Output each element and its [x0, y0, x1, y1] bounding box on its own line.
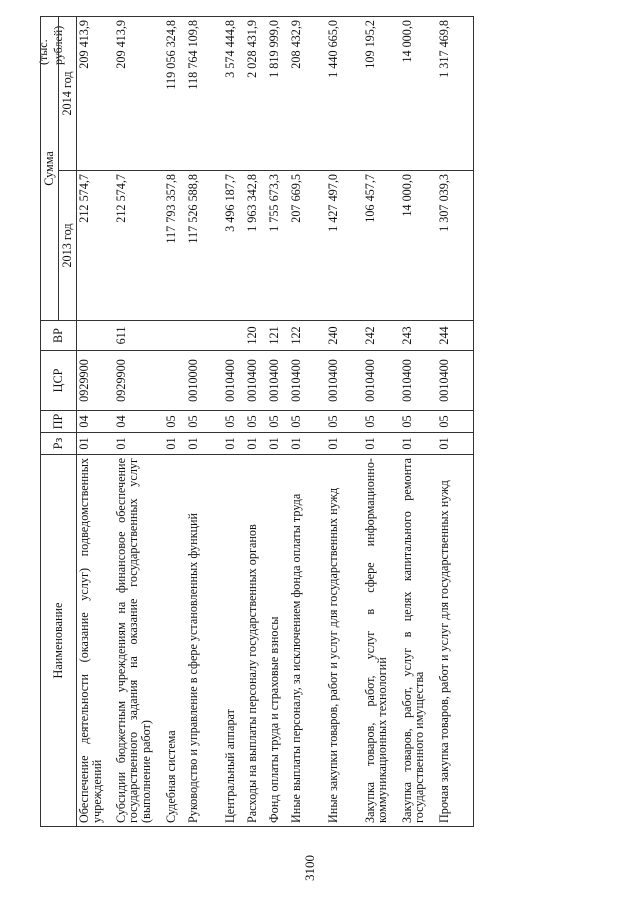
row-vr: 120 [245, 321, 267, 351]
row-csr: 0010400 [363, 351, 400, 411]
header-vr: ВР [41, 321, 77, 351]
row-sum-2013: 14 000,0 [400, 171, 437, 321]
row-sum-2014: 3 574 444,8 [223, 16, 245, 170]
row-name: Закупка товаров, работ, услуг в сфере информационно-коммуникационных технологий [363, 455, 400, 827]
row-rz: 01 [164, 433, 186, 455]
header-name: Наименование [41, 455, 77, 827]
row-rz: 01 [223, 433, 245, 455]
row-pr: 05 [223, 411, 245, 433]
row-csr: 0929900 [114, 351, 164, 411]
row-vr: 244 [437, 321, 474, 351]
row-sum-2013: 212 574,7 [114, 171, 164, 321]
row-sum-2014: 1 317 469,8 [437, 16, 474, 170]
row-name: Центральный аппарат [223, 455, 245, 827]
row-pr: 05 [186, 411, 223, 433]
row-rz: 01 [400, 433, 437, 455]
row-vr [77, 321, 114, 351]
row-name: Субсидии бюджетным учреждениям на финансовое обеспечение государственного задания на оказание государственных услуг (выполнение работ) [114, 455, 164, 827]
row-name: Судебная система [164, 455, 186, 827]
header-rz: Рз [41, 433, 77, 455]
table-row [164, 16, 186, 826]
row-sum-2014: 1 440 665,0 [326, 16, 363, 170]
row-csr [164, 351, 186, 411]
table-row [223, 16, 245, 826]
row-sum-2014: 14 000,0 [400, 16, 437, 170]
table-row [77, 16, 114, 826]
row-rz: 01 [437, 433, 474, 455]
row-pr: 04 [114, 411, 164, 433]
row-rz: 01 [186, 433, 223, 455]
table-row [245, 16, 267, 826]
row-sum-2014: 1 819 999,0 [267, 16, 289, 170]
row-csr: 0010400 [326, 351, 363, 411]
row-rz: 01 [363, 433, 400, 455]
row-vr: 242 [363, 321, 400, 351]
header-pr: ПР [41, 411, 77, 433]
row-name: Обеспечение деятельности (оказание услуг) подведомственных учреждений [77, 455, 114, 827]
row-pr: 04 [77, 411, 114, 433]
row-pr: 05 [267, 411, 289, 433]
row-vr: 243 [400, 321, 437, 351]
row-vr: 121 [267, 321, 289, 351]
row-csr: 0010400 [400, 351, 437, 411]
row-sum-2013: 1 963 342,8 [245, 171, 267, 321]
row-sum-2014: 209 413,9 [114, 16, 164, 170]
row-vr: 611 [114, 321, 164, 351]
row-rz: 01 [245, 433, 267, 455]
row-csr: 0010400 [245, 351, 267, 411]
row-sum-2013: 117 793 357,8 [164, 171, 186, 321]
row-pr: 05 [437, 411, 474, 433]
row-sum-2013: 207 669,5 [289, 171, 326, 321]
row-sum-2013: 1 307 039,3 [437, 171, 474, 321]
row-sum-2014: 2 028 431,9 [245, 16, 267, 170]
row-csr: 0010400 [267, 351, 289, 411]
row-name: Иные закупки товаров, работ и услуг для государственных нужд [326, 455, 363, 827]
table-row [363, 16, 400, 826]
row-vr: 122 [289, 321, 326, 351]
page-number: 3100 [302, 855, 317, 881]
row-name: Прочая закупка товаров, работ и услуг для государственных нужд [437, 455, 474, 827]
row-pr: 05 [289, 411, 326, 433]
row-sum-2013: 1 427 497,0 [326, 171, 363, 321]
table-row [267, 16, 289, 826]
row-vr [223, 321, 245, 351]
table-row [114, 16, 164, 826]
row-sum-2014: 119 056 324,8 [164, 16, 186, 170]
row-sum-2013: 3 496 187,7 [223, 171, 245, 321]
row-sum-2014: 208 432,9 [289, 16, 326, 170]
row-name: Фонд оплаты труда и страховые взносы [267, 455, 289, 827]
row-csr: 0010400 [437, 351, 474, 411]
row-sum-2014: 209 413,9 [77, 16, 114, 170]
row-sum-2014: 109 195,2 [363, 16, 400, 170]
row-rz: 01 [289, 433, 326, 455]
unit-label: (тыс. рублей) [36, 25, 65, 65]
row-csr: 0010000 [186, 351, 223, 411]
row-csr: 0010400 [289, 351, 326, 411]
budget-table [40, 16, 474, 827]
header-2014: 2014 год [59, 16, 77, 170]
table-row [400, 16, 437, 826]
row-pr: 05 [400, 411, 437, 433]
row-csr: 0929900 [77, 351, 114, 411]
header-2013: 2013 год [59, 171, 77, 321]
row-pr: 05 [164, 411, 186, 433]
row-rz: 01 [267, 433, 289, 455]
row-pr: 05 [326, 411, 363, 433]
header-sum: Сумма [41, 16, 59, 320]
row-sum-2013: 117 526 588,8 [186, 171, 223, 321]
table-row [326, 16, 363, 826]
row-vr: 240 [326, 321, 363, 351]
row-vr [164, 321, 186, 351]
row-pr: 05 [363, 411, 400, 433]
row-sum-2013: 1 755 673,3 [267, 171, 289, 321]
table-row [289, 16, 326, 826]
row-name: Руководство и управление в сфере установленных функций [186, 455, 223, 827]
row-sum-2014: 118 764 109,8 [186, 16, 223, 170]
row-name: Расходы на выплаты персоналу государственных органов [245, 455, 267, 827]
header-csr: ЦСР [41, 351, 77, 411]
table-row [437, 16, 474, 826]
row-sum-2013: 106 457,7 [363, 171, 400, 321]
row-rz: 01 [114, 433, 164, 455]
row-csr: 0010400 [223, 351, 245, 411]
row-rz: 01 [77, 433, 114, 455]
row-pr: 05 [245, 411, 267, 433]
row-sum-2013: 212 574,7 [77, 171, 114, 321]
row-name: Закупка товаров, работ, услуг в целях капитального ремонта государственного имущества [400, 455, 437, 827]
table-row [186, 16, 223, 826]
row-rz: 01 [326, 433, 363, 455]
row-name: Иные выплаты персоналу, за исключением фонда оплаты труда [289, 455, 326, 827]
row-vr [186, 321, 223, 351]
